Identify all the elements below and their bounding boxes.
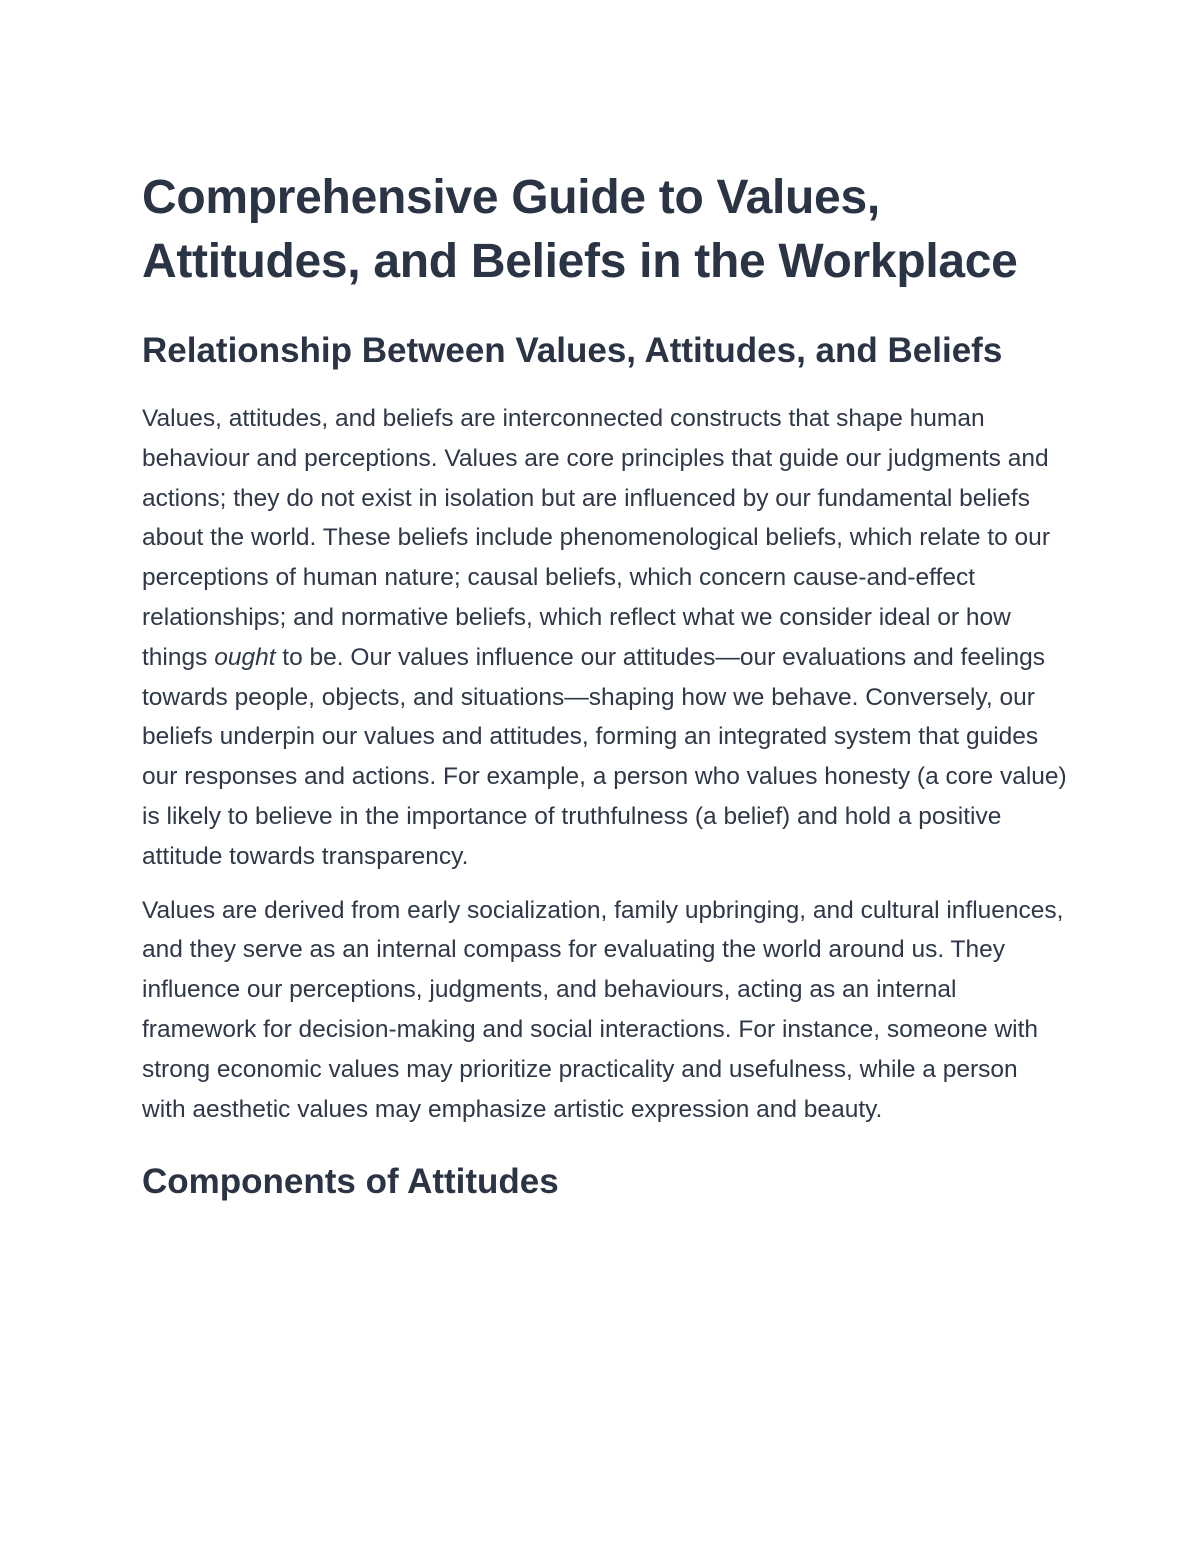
section-heading-relationship: Relationship Between Values, Attitudes, and Beliefs — [142, 331, 1003, 370]
paragraph-1-text-a: Values, attitudes, and beliefs are interconnected constructs that shape human behaviour and perceptions. Values are core principles that guide our judgments and actions; they do not exist in isolation but are influenced by our fundamental beliefs about the world. These beliefs include phenomenological beliefs, which relate to our perceptions of human nature; causal beliefs, which concern cause-and-effect relationships; and normative beliefs, which reflect what we consider ideal or how things — [142, 405, 1050, 671]
section-heading-components: Components of Attitudes — [142, 1162, 559, 1202]
document-page — [142, 166, 1072, 1210]
emphasis-ought: ought — [214, 643, 276, 671]
body-paragraph-2: Values are derived from early socialization, family upbringing, and cultural influences, and they serve as an internal compass for evaluating the world around us. They influence our perceptions, judgments, and behaviours, acting as an internal framework for decision-making and social interactions. For instance, someone with strong economic values may prioritize practicality and usefulness, while a person with aesthetic values may emphasize artistic expression and beauty. — [142, 896, 1064, 1123]
document-title: Comprehensive Guide to Values, Attitudes, and Beliefs in the Workplace — [142, 171, 1018, 288]
body-paragraph-1 — [142, 399, 1067, 877]
paragraph-1-text-b: to be. Our values influence our attitudes—our evaluations and feelings towards people, objects, and situations—shaping how we behave. Conversely, our beliefs underpin our values and attitudes, forming an integrated system that guides our responses and actions. For example, a person who values honesty (a core value) is likely to believe in the importance of truthfulness (a belief) and hold a positive attitude towards transparency. — [142, 643, 1067, 870]
